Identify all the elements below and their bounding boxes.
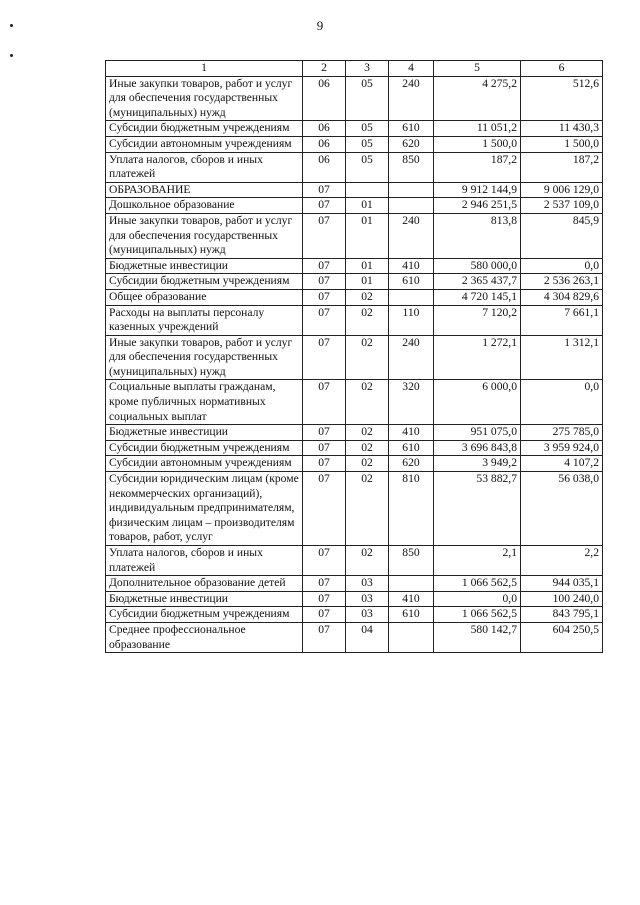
row-name: Общее образование: [106, 289, 303, 305]
table-row: [106, 136, 603, 152]
row-name: Субсидии юридическим лицам (кроме некоммерческих организаций), индивидуальным предпринимателям, физическим лицам – производителям товаров, работ, услуг: [106, 472, 303, 546]
row-amount-year2: 512,6: [521, 76, 603, 121]
row-expense-type: 850: [389, 546, 434, 576]
column-header: 6: [521, 61, 603, 77]
row-name: Среднее профессиональное образование: [106, 622, 303, 652]
table-row: [106, 591, 603, 607]
column-header: 3: [346, 61, 389, 77]
table-row: [106, 425, 603, 441]
row-amount-year2: 944 035,1: [521, 576, 603, 592]
row-amount-year1: 580 142,7: [434, 622, 521, 652]
column-header: 4: [389, 61, 434, 77]
row-section: 07: [303, 289, 346, 305]
row-section: 06: [303, 76, 346, 121]
row-subsection: 05: [346, 136, 389, 152]
row-section: 07: [303, 546, 346, 576]
row-amount-year1: 1 066 562,5: [434, 607, 521, 623]
row-name: ОБРАЗОВАНИЕ: [106, 182, 303, 198]
row-amount-year2: 187,2: [521, 152, 603, 182]
row-name: Бюджетные инвестиции: [106, 258, 303, 274]
row-expense-type: [389, 198, 434, 214]
row-expense-type: [389, 182, 434, 198]
row-expense-type: 810: [389, 472, 434, 546]
row-amount-year1: 7 120,2: [434, 305, 521, 335]
table-row: [106, 456, 603, 472]
table-row: [106, 121, 603, 137]
row-expense-type: 240: [389, 213, 434, 258]
row-amount-year1: 580 000,0: [434, 258, 521, 274]
row-amount-year2: 275 785,0: [521, 425, 603, 441]
page-number: 9: [316, 18, 324, 33]
row-subsection: [346, 182, 389, 198]
row-subsection: 02: [346, 305, 389, 335]
row-subsection: 02: [346, 289, 389, 305]
row-amount-year1: 0,0: [434, 591, 521, 607]
table-row: [106, 335, 603, 380]
row-name: Иные закупки товаров, работ и услуг для обеспечения государственных (муниципальных) нужд: [106, 213, 303, 258]
row-subsection: 05: [346, 152, 389, 182]
row-amount-year1: 187,2: [434, 152, 521, 182]
table-row: [106, 76, 603, 121]
row-amount-year1: 2 365 437,7: [434, 274, 521, 290]
row-name: Социальные выплаты гражданам, кроме публичных нормативных социальных выплат: [106, 380, 303, 425]
row-amount-year2: 4 107,2: [521, 456, 603, 472]
table-row: [106, 198, 603, 214]
row-expense-type: [389, 576, 434, 592]
row-amount-year2: 0,0: [521, 380, 603, 425]
row-section: 07: [303, 456, 346, 472]
row-amount-year1: 53 882,7: [434, 472, 521, 546]
row-section: 07: [303, 591, 346, 607]
row-section: 07: [303, 305, 346, 335]
row-section: 06: [303, 121, 346, 137]
column-header: 2: [303, 61, 346, 77]
row-name: Бюджетные инвестиции: [106, 425, 303, 441]
table-row: [106, 576, 603, 592]
table-row: [106, 258, 603, 274]
row-amount-year2: 3 959 924,0: [521, 440, 603, 456]
row-name: Уплата налогов, сборов и иных платежей: [106, 152, 303, 182]
table-header-row: [106, 61, 603, 77]
column-header: 1: [106, 61, 303, 77]
row-amount-year2: 4 304 829,6: [521, 289, 603, 305]
table-row: [106, 380, 603, 425]
row-expense-type: 410: [389, 425, 434, 441]
row-name: Субсидии бюджетным учреждениям: [106, 274, 303, 290]
row-amount-year2: 56 038,0: [521, 472, 603, 546]
row-amount-year2: 7 661,1: [521, 305, 603, 335]
row-amount-year1: 2 946 251,5: [434, 198, 521, 214]
table-row: [106, 182, 603, 198]
row-name: Дополнительное образование детей: [106, 576, 303, 592]
row-amount-year2: 2 537 109,0: [521, 198, 603, 214]
row-expense-type: 320: [389, 380, 434, 425]
row-name: Иные закупки товаров, работ и услуг для обеспечения государственных (муниципальных) нужд: [106, 76, 303, 121]
row-subsection: 02: [346, 380, 389, 425]
row-amount-year2: 604 250,5: [521, 622, 603, 652]
row-amount-year1: 6 000,0: [434, 380, 521, 425]
row-subsection: 05: [346, 76, 389, 121]
row-amount-year2: 1 500,0: [521, 136, 603, 152]
row-subsection: 02: [346, 335, 389, 380]
row-name: Субсидии бюджетным учреждениям: [106, 607, 303, 623]
row-subsection: 05: [346, 121, 389, 137]
row-expense-type: 620: [389, 456, 434, 472]
row-section: 07: [303, 258, 346, 274]
row-amount-year1: 1 500,0: [434, 136, 521, 152]
row-subsection: 04: [346, 622, 389, 652]
row-name: Субсидии бюджетным учреждениям: [106, 121, 303, 137]
row-amount-year1: 813,8: [434, 213, 521, 258]
row-amount-year2: 0,0: [521, 258, 603, 274]
row-section: 07: [303, 380, 346, 425]
row-section: 07: [303, 198, 346, 214]
row-name: Уплата налогов, сборов и иных платежей: [106, 546, 303, 576]
row-expense-type: 610: [389, 274, 434, 290]
table-row: [106, 472, 603, 546]
row-subsection: 03: [346, 607, 389, 623]
row-section: 06: [303, 136, 346, 152]
row-expense-type: [389, 289, 434, 305]
row-expense-type: 240: [389, 335, 434, 380]
row-subsection: 01: [346, 258, 389, 274]
row-section: 07: [303, 472, 346, 546]
row-name: Субсидии автономным учреждениям: [106, 456, 303, 472]
row-subsection: 02: [346, 456, 389, 472]
row-amount-year1: 4 275,2: [434, 76, 521, 121]
table-row: [106, 607, 603, 623]
row-amount-year1: 9 912 144,9: [434, 182, 521, 198]
row-expense-type: 410: [389, 258, 434, 274]
row-name: Субсидии автономным учреждениям: [106, 136, 303, 152]
row-expense-type: [389, 622, 434, 652]
row-subsection: 02: [346, 425, 389, 441]
row-subsection: 01: [346, 274, 389, 290]
row-amount-year1: 11 051,2: [434, 121, 521, 137]
row-section: 07: [303, 213, 346, 258]
row-name: Бюджетные инвестиции: [106, 591, 303, 607]
row-amount-year2: 2 536 263,1: [521, 274, 603, 290]
row-name: Расходы на выплаты персоналу казенных учреждений: [106, 305, 303, 335]
row-amount-year2: 845,9: [521, 213, 603, 258]
row-amount-year2: 100 240,0: [521, 591, 603, 607]
row-subsection: 02: [346, 546, 389, 576]
row-section: 07: [303, 274, 346, 290]
row-amount-year1: 4 720 145,1: [434, 289, 521, 305]
row-amount-year2: 1 312,1: [521, 335, 603, 380]
row-section: 07: [303, 607, 346, 623]
row-section: 06: [303, 152, 346, 182]
row-amount-year1: 1 272,1: [434, 335, 521, 380]
row-amount-year2: 843 795,1: [521, 607, 603, 623]
row-amount-year1: 2,1: [434, 546, 521, 576]
row-expense-type: 850: [389, 152, 434, 182]
row-subsection: 01: [346, 198, 389, 214]
row-section: 07: [303, 576, 346, 592]
row-subsection: 01: [346, 213, 389, 258]
row-name: Субсидии бюджетным учреждениям: [106, 440, 303, 456]
row-subsection: 02: [346, 472, 389, 546]
row-expense-type: 610: [389, 440, 434, 456]
row-name: Дошкольное образование: [106, 198, 303, 214]
row-amount-year2: 11 430,3: [521, 121, 603, 137]
budget-table: [105, 60, 603, 653]
row-section: 07: [303, 622, 346, 652]
margin-dot: [10, 54, 13, 57]
row-expense-type: 410: [389, 591, 434, 607]
row-section: 07: [303, 182, 346, 198]
column-header: 5: [434, 61, 521, 77]
row-amount-year1: 1 066 562,5: [434, 576, 521, 592]
row-amount-year1: 3 949,2: [434, 456, 521, 472]
row-expense-type: 610: [389, 121, 434, 137]
table-row: [106, 622, 603, 652]
row-expense-type: 240: [389, 76, 434, 121]
row-subsection: 03: [346, 576, 389, 592]
row-subsection: 02: [346, 440, 389, 456]
row-expense-type: 620: [389, 136, 434, 152]
row-section: 07: [303, 440, 346, 456]
table-row: [106, 152, 603, 182]
row-subsection: 03: [346, 591, 389, 607]
row-expense-type: 110: [389, 305, 434, 335]
row-amount-year2: 9 006 129,0: [521, 182, 603, 198]
table-row: [106, 289, 603, 305]
table-row: [106, 305, 603, 335]
table-row: [106, 274, 603, 290]
table-row: [106, 440, 603, 456]
row-name: Иные закупки товаров, работ и услуг для обеспечения государственных (муниципальных) нужд: [106, 335, 303, 380]
row-section: 07: [303, 335, 346, 380]
table-row: [106, 546, 603, 576]
table-body: [106, 76, 603, 653]
row-amount-year2: 2,2: [521, 546, 603, 576]
table-row: [106, 213, 603, 258]
row-amount-year1: 951 075,0: [434, 425, 521, 441]
row-expense-type: 610: [389, 607, 434, 623]
row-amount-year1: 3 696 843,8: [434, 440, 521, 456]
row-section: 07: [303, 425, 346, 441]
